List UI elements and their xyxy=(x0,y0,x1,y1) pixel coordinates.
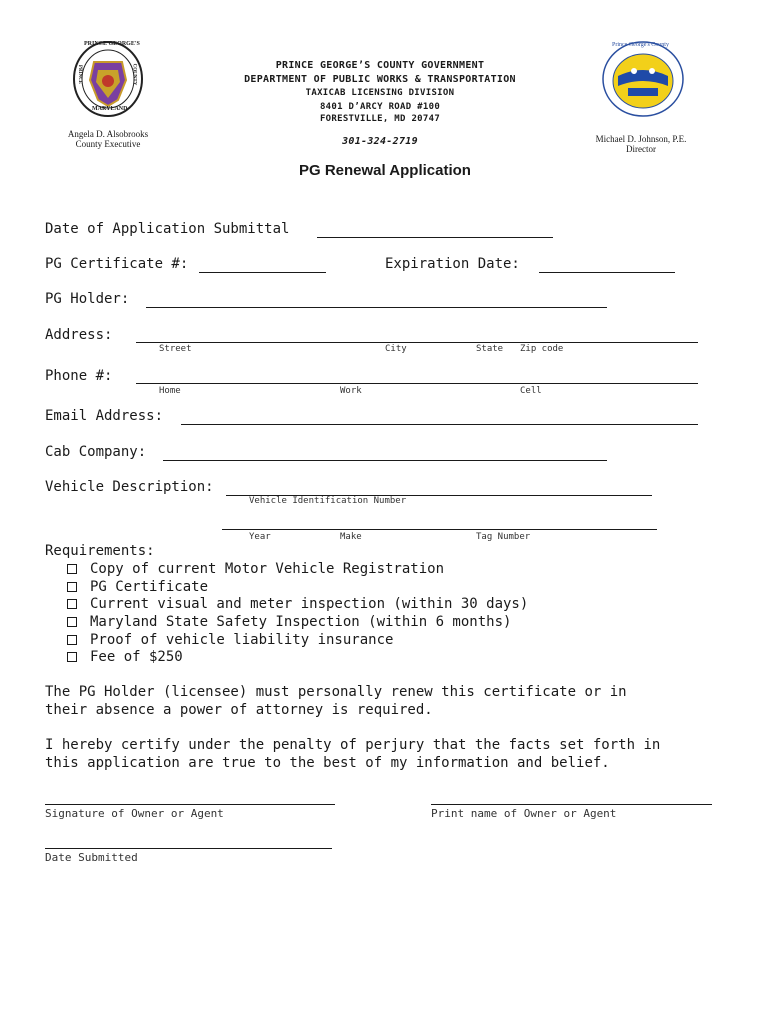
address-street-label: Street xyxy=(159,344,192,354)
phone-label: Phone #: xyxy=(45,368,113,384)
cab-company-label: Cab Company: xyxy=(45,444,147,460)
dpwt-seal-logo xyxy=(600,40,686,118)
header-line-1: PRINCE GEORGE’S COUNTY GOVERNMENT xyxy=(275,60,485,71)
seal-ring-bottom: MARYLAND xyxy=(92,106,128,112)
certify-line-1: I hereby certify under the penalty of perjury that the facts set forth in xyxy=(45,737,661,753)
requirement-checkbox-1[interactable] xyxy=(67,564,77,574)
vin-label: Vehicle Identification Number xyxy=(249,496,407,506)
address-field[interactable] xyxy=(136,342,698,343)
header-line-4: 8401 D’ARCY ROAD #100 xyxy=(319,102,441,112)
certify-line-2: this application are true to the best of my information and belief. xyxy=(45,755,610,771)
cab-company-field[interactable] xyxy=(163,460,607,461)
executive-title: County Executive xyxy=(75,139,141,149)
seal-ring-top: PRINCE GEORGE'S xyxy=(84,41,140,47)
requirement-item-4: Maryland State Safety Inspection (within 6 months) xyxy=(90,614,512,630)
date-submittal-label: Date of Application Submittal xyxy=(45,221,290,237)
phone-cell-label: Cell xyxy=(520,386,542,396)
executive-name: Angela D. Alsobrooks xyxy=(67,129,149,139)
dpwt-seal-ring: Prince George's County xyxy=(612,42,669,48)
header-phone: 301-324-2719 xyxy=(342,136,418,147)
holder-label: PG Holder: xyxy=(45,291,130,307)
email-field[interactable] xyxy=(181,424,698,425)
header-line-3: TAXICAB LICENSING DIVISION xyxy=(305,88,455,98)
expiration-field[interactable] xyxy=(539,272,675,273)
certificate-label: PG Certificate #: xyxy=(45,256,189,272)
make-label: Make xyxy=(340,532,362,542)
phone-field[interactable] xyxy=(136,383,698,384)
notice-line-2: their absence a power of attorney is required. xyxy=(45,702,433,718)
header-line-5: FORESTVILLE, MD 20747 xyxy=(319,114,441,124)
print-name-label: Print name of Owner or Agent xyxy=(431,807,617,820)
requirement-item-2: PG Certificate xyxy=(90,579,209,595)
address-zip-label: Zip code xyxy=(520,344,564,354)
vehicle-label: Vehicle Description: xyxy=(45,479,214,495)
notice-line-1: The PG Holder (licensee) must personally renew this certificate or in xyxy=(45,684,627,700)
director-title: Director xyxy=(626,144,656,154)
address-state-label: State xyxy=(476,344,504,354)
page-title: PG Renewal Application xyxy=(299,162,471,179)
seal-ring-right: COUNTY xyxy=(131,63,137,86)
requirements-heading: Requirements: xyxy=(45,543,155,559)
requirement-checkbox-4[interactable] xyxy=(67,617,77,627)
owner-signature-field[interactable] xyxy=(45,804,335,805)
phone-home-label: Home xyxy=(159,386,181,396)
requirement-item-5: Proof of vehicle liability insurance xyxy=(90,632,394,648)
address-label: Address: xyxy=(45,327,113,343)
holder-field[interactable] xyxy=(146,307,607,308)
certificate-field[interactable] xyxy=(199,272,326,273)
requirement-item-3: Current visual and meter inspection (within 30 days) xyxy=(90,596,529,612)
vehicle-details-field[interactable] xyxy=(222,529,657,530)
date-submitted-label: Date Submitted xyxy=(45,851,138,864)
year-label: Year xyxy=(249,532,271,542)
expiration-label: Expiration Date: xyxy=(385,256,520,272)
phone-work-label: Work xyxy=(340,386,362,396)
owner-signature-label: Signature of Owner or Agent xyxy=(45,807,224,820)
requirement-checkbox-2[interactable] xyxy=(67,582,77,592)
date-submitted-field[interactable] xyxy=(45,848,332,849)
seal-ring-left: PRINCE xyxy=(77,64,83,85)
header-line-2: DEPARTMENT OF PUBLIC WORKS & TRANSPORTATION xyxy=(244,74,516,85)
requirement-checkbox-6[interactable] xyxy=(67,652,77,662)
requirement-item-6: Fee of $250 xyxy=(90,649,183,665)
print-name-field[interactable] xyxy=(431,804,712,805)
requirement-checkbox-3[interactable] xyxy=(67,599,77,609)
requirement-checkbox-5[interactable] xyxy=(67,635,77,645)
address-city-label: City xyxy=(385,344,407,354)
requirement-item-1: Copy of current Motor Vehicle Registration xyxy=(90,561,445,577)
tag-label: Tag Number xyxy=(476,532,531,542)
director-name: Michael D. Johnson, P.E. xyxy=(595,134,687,144)
date-submittal-field[interactable] xyxy=(317,237,553,238)
email-label: Email Address: xyxy=(45,408,164,424)
